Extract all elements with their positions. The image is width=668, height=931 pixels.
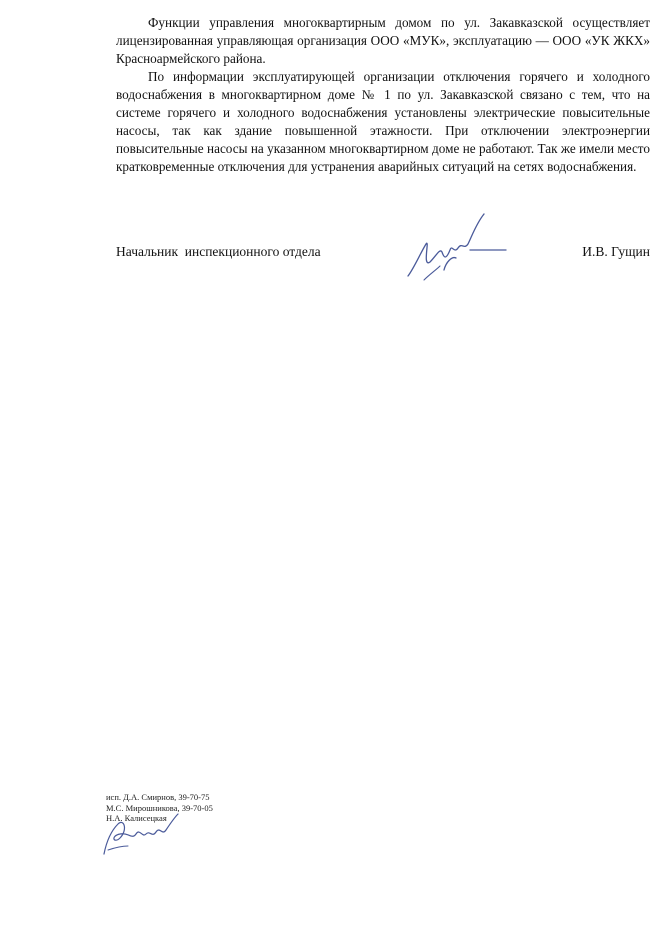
contact-line: М.С. Мирошникова, 39-70-05: [106, 802, 213, 813]
handwritten-initials: [98, 810, 188, 860]
paragraph-management: Функции управления многоквартирным домом по ул. Закавказской осуществляет лицензированная управляющая организация ООО «МУК», эксплуатацию — ООО «УК ЖКХ» Красноармейского района.: [116, 15, 650, 66]
handwritten-signature: [400, 210, 520, 290]
letter-body: [116, 14, 650, 176]
signatory-name: И.В. Гущин: [582, 244, 650, 259]
paragraph-water-supply: По информации эксплуатирующей организации отключения горячего и холодного водоснабжения в многоквартирном доме № 1 по ул. Закавказской связано с тем, что на системе горячего и холодного водоснабжения установлены электрические повысительные насосы, так как здание повышенной этажности. При отключении электроэнергии повысительные насосы на указанном многоквартирном доме не работают. Так же имели место кратковременные отключения для устранения аварийных ситуаций на сетях водоснабжения.: [116, 69, 650, 174]
contact-line: исп. Д.А. Смирнов, 39-70-75: [106, 792, 210, 802]
contact-line: Н.А. Калисецкая: [106, 813, 167, 823]
signatory-position: Начальник инспекционного отдела: [116, 244, 321, 259]
signature-block: [116, 244, 650, 268]
